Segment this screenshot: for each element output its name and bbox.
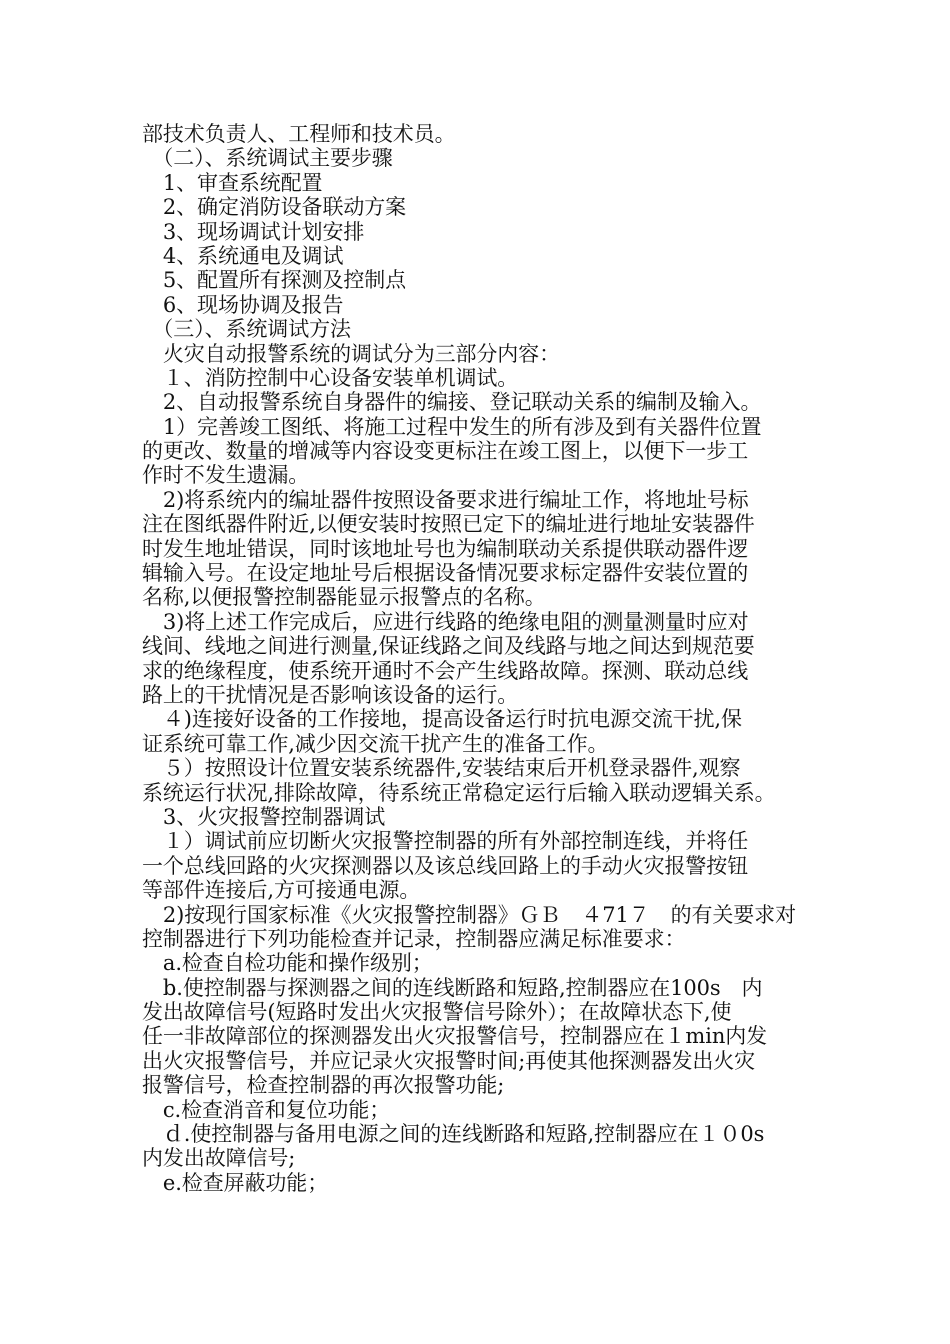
list-item: 2、自动报警系统自身器件的编接、登记联动关系的编制及输入。 <box>142 390 762 415</box>
text-line: 的更改、数量的增减等内容设变更标注在竣工图上，以便下一步工 <box>142 439 749 464</box>
list-item: １、消防控制中心设备安装单机调试。 <box>142 365 519 390</box>
list-item: 2、确定消防设备联动方案 <box>142 195 407 220</box>
text-line: 2)按现行国家标准《火灾报警控制器》ＧＢ ４71７ 的有关要求对 <box>142 902 796 927</box>
list-item: 3、现场调试计划安排 <box>142 219 365 244</box>
text-line: 出火灾报警信号，并应记录火灾报警时间;再使其他探测器发出火灾 <box>142 1048 756 1073</box>
text-line: 发出故障信号(短路时发出火灾报警信号除外）；在故障状态下,使 <box>142 1000 732 1025</box>
list-item: 5、配置所有探测及控制点 <box>142 268 407 293</box>
text-line: 任一非故障部位的探测器发出火灾报警信号，控制器应在１min内发 <box>142 1024 768 1049</box>
text-line: 部技术负责人、工程师和技术员。 <box>142 122 456 146</box>
text-line: １）调试前应切断火灾报警控制器的所有外部控制连线，并将任 <box>142 829 749 854</box>
text-line: 3)将上述工作完成后，应进行线路的绝缘电阻的测量测量时应对 <box>142 609 749 634</box>
text-line: 辑输入号。在设定地址号后根据设备情况要求标定器件安装位置的 <box>142 561 749 586</box>
text-line: 路上的干扰情况是否影响该设备的运行。 <box>142 682 519 707</box>
list-item: 3、火灾报警控制器调试 <box>142 804 386 829</box>
text-line: 时发生地址错误，同时该地址号也为编制联动关系提供联动器件逻 <box>142 536 749 561</box>
section-heading: （二）、系统调试主要步骤 <box>142 146 393 171</box>
text-line: 2)将系统内的编址器件按照设备要求进行编址工作，将地址号标 <box>142 487 749 512</box>
text-line: 求的绝缘程度，使系统开通时不会产生线路故障。探测、联动总线 <box>142 658 749 683</box>
list-item: 6、现场协调及报告 <box>142 292 344 317</box>
text-line: 注在图纸器件附近,以便安装时按照已定下的编址进行地址安装器件 <box>142 512 755 537</box>
text-line: 一个总线回路的火灾探测器以及该总线回路上的手动火灾报警按钮 <box>142 853 749 878</box>
text-line: 线间、线地之间进行测量,保证线路之间及线路与地之间达到规范要 <box>142 634 755 659</box>
list-item: e.检查屏蔽功能； <box>142 1170 329 1195</box>
text-line: 作时不发生遗漏。 <box>142 463 310 488</box>
text-line: 证系统可靠工作,减少因交流干扰产生的准备工作。 <box>142 731 609 756</box>
list-item: 1、审查系统配置 <box>142 170 323 195</box>
text-line: 控制器进行下列功能检查并记录，控制器应满足标准要求： <box>142 926 686 951</box>
list-item: a.检查自检功能和操作级别； <box>142 951 433 976</box>
text-line: 等部件连接后,方可接通电源。 <box>142 878 421 903</box>
list-item: 4、系统通电及调试 <box>142 243 344 268</box>
list-item: b.使控制器与探测器之间的连线断路和短路,控制器应在100s 内 <box>142 975 763 1000</box>
text-line: 内发出故障信号; <box>142 1146 296 1171</box>
text-line: 1）完善竣工图纸、将施工过程中发生的所有涉及到有关器件位置 <box>142 414 762 439</box>
text-line: ５）按照设计位置安装系统器件,安装结束后开机登录器件,观察 <box>142 756 741 781</box>
document-body <box>142 122 822 1195</box>
text-line: 火灾自动报警系统的调试分为三部分内容： <box>142 341 560 366</box>
section-heading: （三）、系统调试方法 <box>142 317 351 342</box>
text-line: ４)连接好设备的工作接地，提高设备运行时抗电源交流干扰,保 <box>142 707 742 732</box>
text-line: 报警信号，检查控制器的再次报警功能; <box>142 1073 505 1098</box>
list-item: c.检查消音和复位功能； <box>142 1097 391 1122</box>
list-item: ｄ.使控制器与备用电源之间的连线断路和短路,控制器应在１０0s <box>142 1122 765 1147</box>
text-line: 系统运行状况,排除故障，待系统正常稳定运行后输入联动逻辑关系。 <box>142 780 776 805</box>
text-line: 名称,以便报警控制器能显示报警点的名称。 <box>142 585 546 610</box>
